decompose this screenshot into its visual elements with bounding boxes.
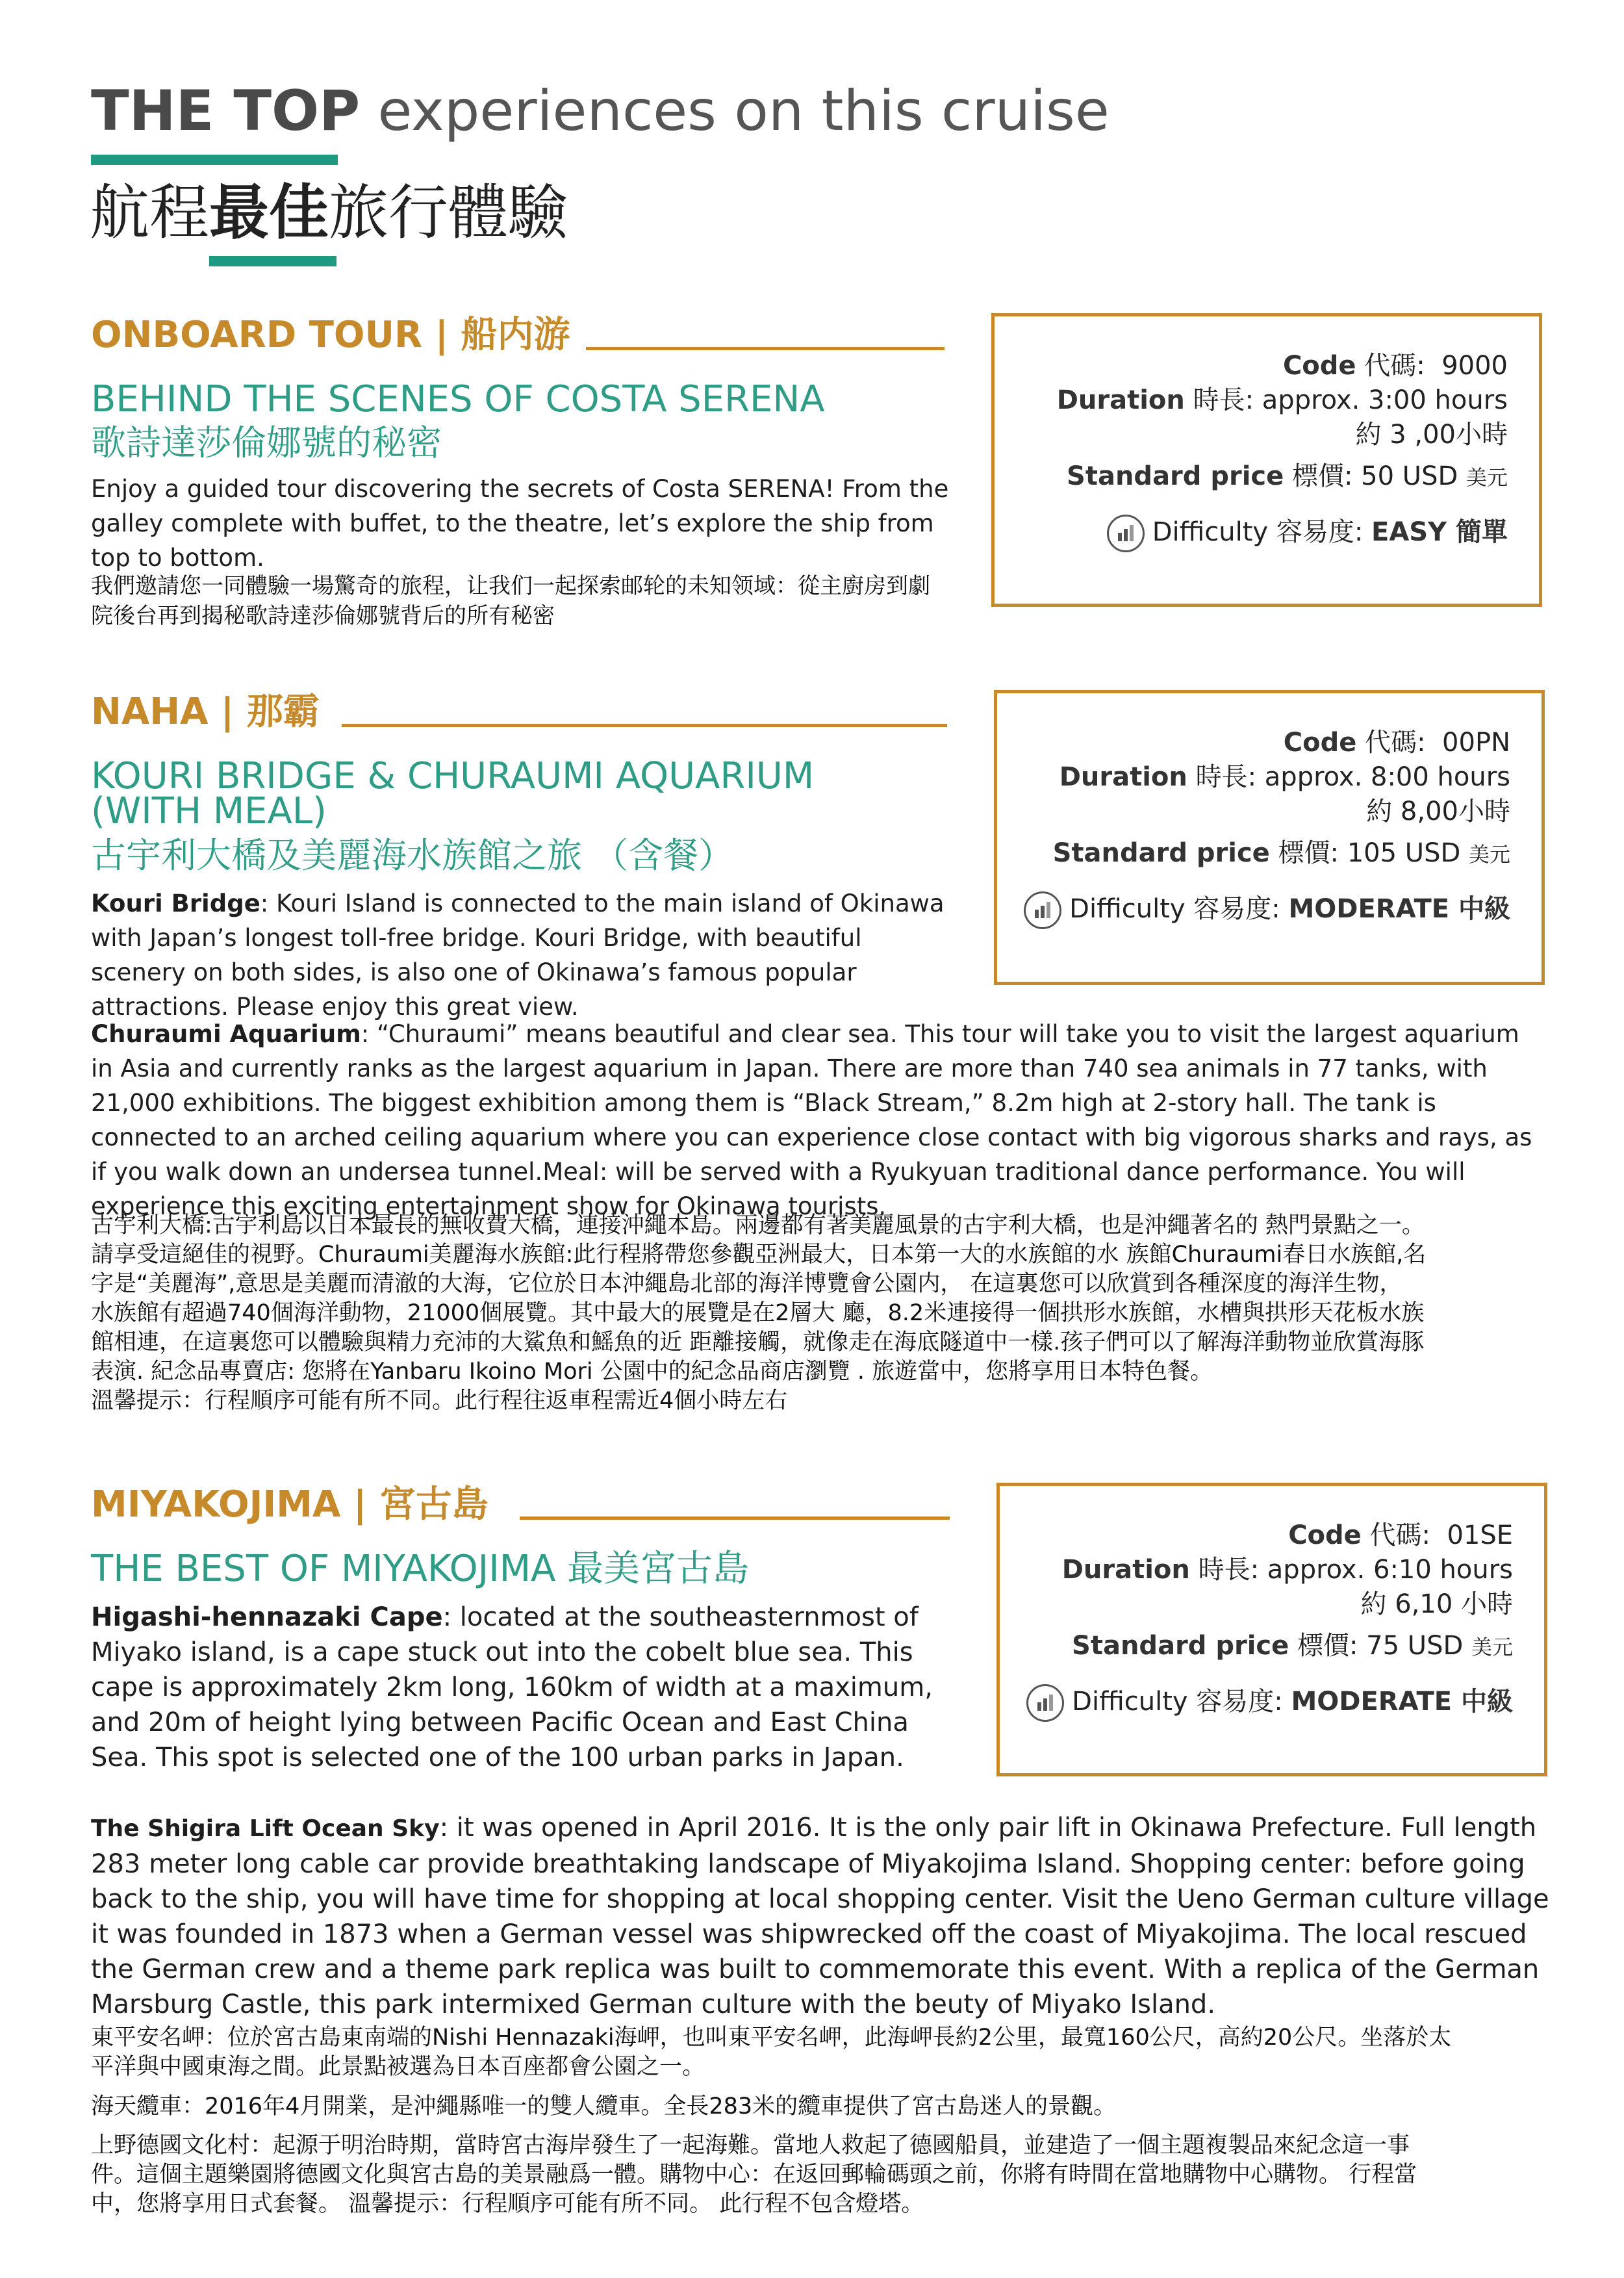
zh-line: 中，您將享用日式套餐。 溫馨提示：行程順序可能有所不同。 此行程不包含燈塔。 [91,2191,924,2217]
zh-line: 平洋與中國東海之間。此景點被選為日本百座都會公園之一。 [91,2054,705,2080]
zh-line: 表演. 紀念品專賣店: 您將在Yanbaru Ikoino Mori 公園中的紀念品商店瀏覽 . 旅遊當中，您將享用日本特色餐。 [91,1359,1213,1385]
shigira-description: The Shigira Lift Ocean Sky: it was opened in April 2016. It is the only pair lift in Okinawa Prefecture. Full length 283 meter long cable car provide breathtaking landscape of Miyakojima Island. Shopping center: before going back to the ship, you will have time for shopping at local shopping center. Visit the Ueno German culture village it was founded in 1873 when a German vessel was shipwrecked off the coast of Miyakojima. The local rescued the German crew and a theme park replica was built to commemorate this event. With a replica of the German Marsburg Castle, this park intermixed German culture with the beuty of Miyako Island. [91,1813,1549,2019]
tour-title-zh: 歌詩達莎倫娜號的秘密 [91,422,442,463]
section-rule [586,347,945,350]
naha-description-zh [91,1211,1559,1416]
cape-description: Higashi-hennazaki Cape: located at the southeasternmost of Miyako island, is a cape stuck out into the cobelt blue sea. This cape is approximately 2km long, 160km of width at a maximum, and 20m of height lying between Pacific Ocean and East China Sea. This spot is selected one of the 100 urban parks in Japan. [91,1602,933,1772]
difficulty-bars-icon [1107,515,1145,552]
tour-title-en: KOURI BRIDGE & CHURAUMI AQUARIUM [91,755,815,797]
tour-price: Standard price 標價: 75 USD 美元 [1072,1631,1513,1661]
tour-code: Code 代碼: 01SE [1288,1520,1513,1550]
tour-duration: Duration 時長: approx. 6:10 hours [1061,1555,1513,1585]
zh-line: 古宇利大橋:古宇利島以日本最長的無收費大橋，連接沖繩本島。兩邊都有著美麗風景的古宇利大橋，也是沖繩著名的 熱門景點之一。 [91,1212,1425,1238]
tour-duration-zh: 約 3 ,00小時 [1355,420,1508,450]
section-title-naha: NAHA | 那霸 [91,691,320,733]
tour-info-box [994,690,1545,985]
zh-line: 件。這個主題樂園將德國文化與宮古島的美景融爲一體。購物中心：在返回郵輪碼頭之前，你將有時間在當地購物中心購物。 行程當 [91,2162,1417,2188]
tour-title-en-2: (WITH MEAL) [91,790,327,832]
zh-line: 東平安名岬：位於宮古島東南端的Nishi Hennazaki海岬，也叫東平安名岬，此海岬長約2公里，最寬160公尺，高約20公尺。坐落於太 [91,2025,1452,2051]
section-title-miyakojima: MIYAKOJIMA | 宮古島 [91,1483,488,1526]
zh-line: 館相連，在這裏您可以體驗與精力充沛的大鯊魚和鰩魚的近 距離接觸，就像走在海底隧道中一樣.孩子們可以了解海洋動物並欣賞海豚 [91,1329,1425,1355]
tour-description-zh: 我們邀請您一同體驗一場驚奇的旅程，让我们一起探索邮轮的未知领域：從主廚房到劇院後台再到揭秘歌詩達莎倫娜號背后的所有秘密 [91,573,930,629]
tour-duration-zh: 約 6,10 小時 [1360,1589,1513,1619]
zh-line: 字是“美麗海”,意思是美麗而清澈的大海，它位於日本沖繩島北部的海洋博覽會公園内， 在這裏您可以欣賞到各種深度的海洋生物， [91,1271,1402,1297]
section-title-onboard: ONBOARD TOUR | 船内游 [91,314,570,356]
tour-price: Standard price 標價: 50 USD 美元 [1067,461,1508,491]
page-title-en: THE TOP experiences on this cruise [91,79,1110,144]
zh-line: 溫馨提示：行程順序可能有所不同。此行程往返車程需近4個小時左右 [91,1388,788,1414]
tour-duration: Duration 時長: approx. 8:00 hours [1059,762,1510,792]
difficulty-bars-icon [1024,891,1061,929]
section-rule [342,724,947,727]
tour-title-en: BEHIND THE SCENES OF COSTA SERENA [91,378,825,420]
section-rule [520,1517,950,1520]
difficulty-bars-icon [1026,1684,1064,1722]
miyakojima-description-zh-1 [91,2023,1559,2082]
zh-line: 水族館有超過740個海洋動物，21000個展覽。其中最大的展覽是在2層大 廳，8.2米連接得一個拱形水族館，水槽與拱形天花板水族 [91,1300,1425,1326]
miyakojima-description-zh-2: 海天纜車：2016年4月開業，是沖繩縣唯一的雙人纜車。全長283米的纜車提供了宮古島迷人的景觀。 [91,2093,1117,2119]
tour-description-en: Enjoy a guided tour discovering the secrets of Costa SERENA! From the galley complete with buffet, to the theatre, let’s explore the ship from top to bottom. [91,475,949,572]
title-zh-underline [209,256,336,266]
tour-price: Standard price 標價: 105 USD 美元 [1052,838,1510,868]
tour-difficulty: Difficulty 容易度: MODERATE 中級 [1026,1681,1513,1722]
page-title-zh: 航程最佳旅行體驗 [90,178,568,248]
tour-title-zh: 古宇利大橋及美麗海水族館之旅 （含餐） [91,835,734,876]
tour-info-box [996,1483,1547,1776]
kouri-bridge-description: Kouri Bridge: Kouri Island is connected to the main island of Okinawa with Japan’s longest toll-free bridge. Kouri Bridge, with beautiful scenery on both sides, is also one of Okinawa’s famous popular attractions. Please enjoy this great view. [91,889,945,1021]
tour-duration-zh: 約 8,00小時 [1366,797,1510,826]
tour-title-en: THE BEST OF MIYAKOJIMA 最美宮古島 [91,1548,750,1590]
zh-line: 請享受這絕佳的視野。Churaumi美麗海水族館:此行程將帶您參觀亞洲最大，日本第一大的水族館的水 族館Churaumi春日水族館,名 [91,1242,1427,1268]
churaumi-description: Churaumi Aquarium: “Churaumi” means beautiful and clear sea. This tour will take you to visit the largest aquarium in Asia and currently ranks as the largest aquarium in Japan. There are more than 740 sea animals in 77 tanks, with 21,000 exhibitions. The biggest exhibition among them is “Black Stream,” 8.2m high at 2-story hall. The tank is connected to an arched ceiling aquarium where you can experience close contact with big vigorous sharks and rays, as if you walk down an undersea tunnel.Meal: will be served with a Ryukyuan traditional dance performance. You will experience this exciting entertainment show for Okinawa tourists. [91,1020,1532,1220]
tour-code: Code 代碼: 00PN [1283,728,1510,758]
tour-difficulty: Difficulty 容易度: EASY 簡單 [1107,511,1508,552]
tour-duration: Duration 時長: approx. 3:00 hours [1056,385,1508,415]
tour-code: Code 代碼: 9000 [1282,351,1508,381]
tour-info-box [991,313,1542,607]
miyakojima-description-zh-3 [91,2131,1559,2219]
title-underline [91,155,338,165]
tour-difficulty: Difficulty 容易度: MODERATE 中級 [1024,888,1510,929]
zh-line: 上野德國文化村：起源于明治時期，當時宮古海岸發生了一起海難。當地人救起了德國船員，並建造了一個主題複製品來紀念這一事 [91,2132,1410,2158]
